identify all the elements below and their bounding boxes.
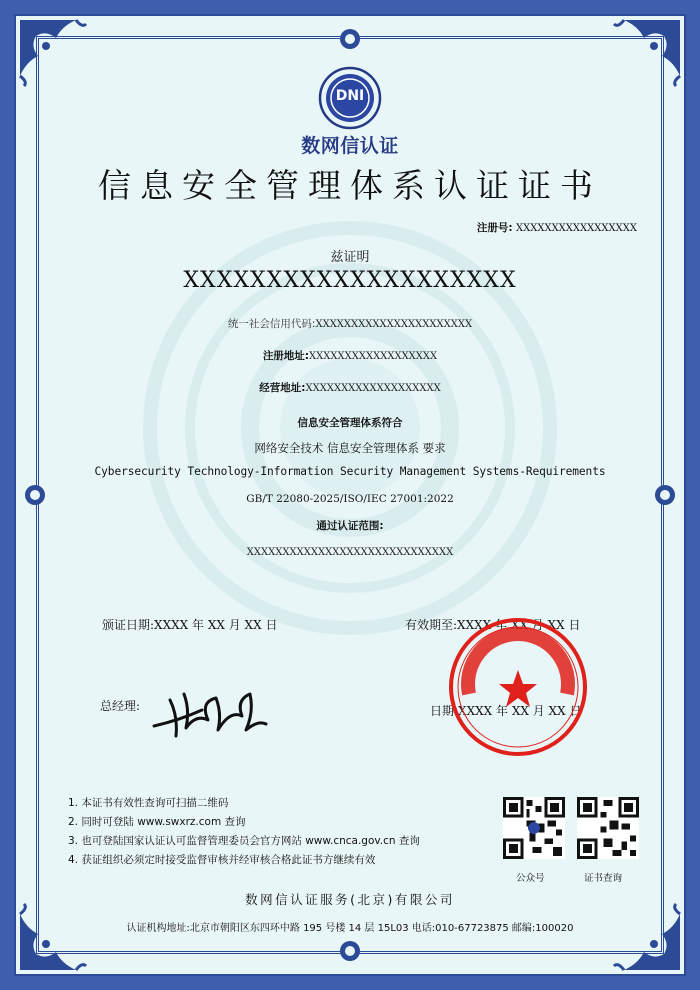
notes-list <box>68 794 420 870</box>
registered-address-value: XXXXXXXXXXXXXXXXXX <box>309 351 438 362</box>
registration-number <box>477 220 637 235</box>
registration-value: XXXXXXXXXXXXXXXXX <box>515 223 637 234</box>
bottom-ornament-icon <box>339 938 361 964</box>
standard-code: GB/T 22080-2025/ISO/IEC 27001:2022 <box>246 493 454 505</box>
standard-name-en: Cybersecurity Technology-Information Security Management Systems-Requirements <box>94 465 606 478</box>
issue-date: 颁证日期:XXXX 年 XX 月 XX 日 <box>102 618 278 632</box>
credit-code-label: 统一社会信用代码: <box>227 318 316 330</box>
footer-address: 认证机构地址:北京市朝阳区东四环中路 195 号楼 14 层 15L03 电话:010-67723875 邮编:100020 <box>126 923 574 934</box>
registration-label: 注册号: <box>476 222 513 234</box>
scope-value <box>0 546 700 558</box>
certificate-title: 信息安全管理体系认证证书 <box>98 166 602 205</box>
scope-label: 通过认证范围: <box>316 520 384 532</box>
sign-date: 日期:XXXX 年 XX 月 XX 日 <box>430 704 582 718</box>
expiry-date: 有效期至:XXXX 年 XX 月 XX 日 <box>405 618 581 632</box>
brand-logo-icon <box>318 66 382 130</box>
note-item: 4. 获证组织必须定时接受监督审核并经审核合格此证书方继续有效 <box>68 854 376 866</box>
brand-name: 数网信认证 <box>301 135 399 157</box>
operating-address-row <box>0 380 700 395</box>
standard-name-cn: 网络安全技术 信息安全管理体系 要求 <box>254 441 446 455</box>
credit-code-value: XXXXXXXXXXXXXXXXXXXXXX <box>315 319 473 330</box>
corner-ornament-icon <box>610 16 684 90</box>
operating-address-label: 经营地址: <box>259 382 306 394</box>
logo-text: DNI <box>335 88 365 104</box>
top-ornament-icon <box>339 26 361 52</box>
operating-address-value: XXXXXXXXXXXXXXXXXXX <box>305 383 441 394</box>
note-item: 3. 也可登陆国家认证认可监督管理委员会官方网站 www.cnca.gov.cn 查询 <box>68 835 420 847</box>
certificate-query-qr-code-icon[interactable] <box>577 797 639 859</box>
note-item: 2. 同时可登陆 www.swxrz.com 查询 <box>68 816 246 828</box>
certificate-query-qr-label: 证书查询 <box>584 873 623 884</box>
scope-value-text: XXXXXXXXXXXXXXXXXXXXXXXXXXXXX <box>246 547 454 558</box>
credit-code-row <box>0 316 700 331</box>
gm-signature-icon <box>150 680 270 740</box>
wechat-qr-code-icon[interactable] <box>503 797 565 859</box>
note-item: 1. 本证书有效性查询可扫描二维码 <box>68 797 229 809</box>
corner-ornament-icon <box>16 16 90 90</box>
company-name: XXXXXXXXXXXXXXXXXXXX <box>183 268 517 293</box>
gm-label: 总经理: <box>100 699 141 713</box>
registered-address-row <box>0 348 700 363</box>
footer-company: 数网信认证服务(北京)有限公司 <box>245 892 455 907</box>
wechat-qr-label: 公众号 <box>516 873 545 884</box>
corner-ornament-icon <box>610 900 684 974</box>
company-seal-icon <box>447 616 589 758</box>
registered-address-label: 注册地址: <box>262 350 310 362</box>
conform-label: 信息安全管理体系符合 <box>297 417 403 429</box>
corner-ornament-icon <box>16 900 90 974</box>
certify-heading: 兹证明 <box>330 250 370 265</box>
